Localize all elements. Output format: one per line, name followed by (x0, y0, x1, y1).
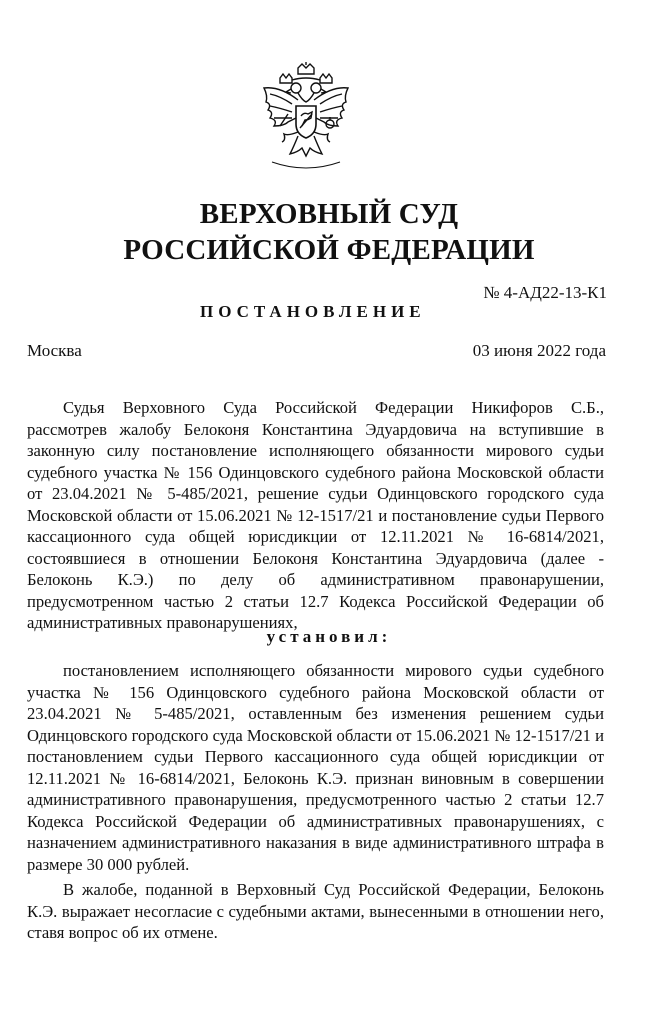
ruling-heading: установил: (266, 627, 392, 646)
case-number: № 4-АД22-13-К1 (483, 283, 607, 302)
intro-paragraph: Судья Верховного Суда Российской Федерации Никифоров С.Б., рассмотрев жалобу Белоконя Константина Эдуардовича на вступившие в законную силу постановление исполняющего обязанности мирового судьи судебного участка № 156 Одинцовского судебного района Московской области от 23.04.2021 № 5-485/2021, решение судьи Одинцовского городского суда Московской области от 15.06.2021 № 12-1517/21 и постановление судьи Первого кассационного суда общей юрисдикции от 12.11.2021 № 16-6814/2021, состоявшиеся в отношении Белоконя Константина Эдуардовича (далее - Белоконь К.Э.) по делу об административном правонарушении, предусмотренном частью 2 статьи 12.7 Кодекса Российской Федерации об административных правонарушениях, (27, 398, 604, 632)
court-name-line1: ВЕРХОВНЫЙ СУД (199, 198, 459, 230)
coat-of-arms-icon (258, 62, 354, 174)
court-name-line2: РОССИЙСКОЙ ФЕДЕРАЦИИ (123, 234, 535, 266)
city: Москва (27, 341, 82, 360)
document-type-heading: ПОСТАНОВЛЕНИЕ (200, 302, 426, 321)
document-date: 03 июня 2022 года (472, 341, 606, 360)
complaint-paragraph: В жалобе, поданной в Верховный Суд Российской Федерации, Белоконь К.Э. выражает несогласие с судебными актами, вынесенными в отношении него, ставя вопрос об их отмене. (27, 880, 604, 942)
ruling-paragraph: постановлением исполняющего обязанности мирового судьи судебного участка № 156 Одинцовского судебного района Московской области от 23.04.2021 № 5-485/2021, оставленным без изменения решением судьи Одинцовского городского суда Московской области от 15.06.2021 № 12-1517/21 и постановлением судьи Первого кассационного суда общей юрисдикции от 12.11.2021 № 16-6814/2021, Белоконь К.Э. признан виновным в совершении административного правонарушения, предусмотренного частью 2 статьи 12.7 Кодекса Российской Федерации об административных правонарушениях, с назначением административного наказания в виде административного штрафа в размере 30 000 рублей. (27, 661, 604, 874)
